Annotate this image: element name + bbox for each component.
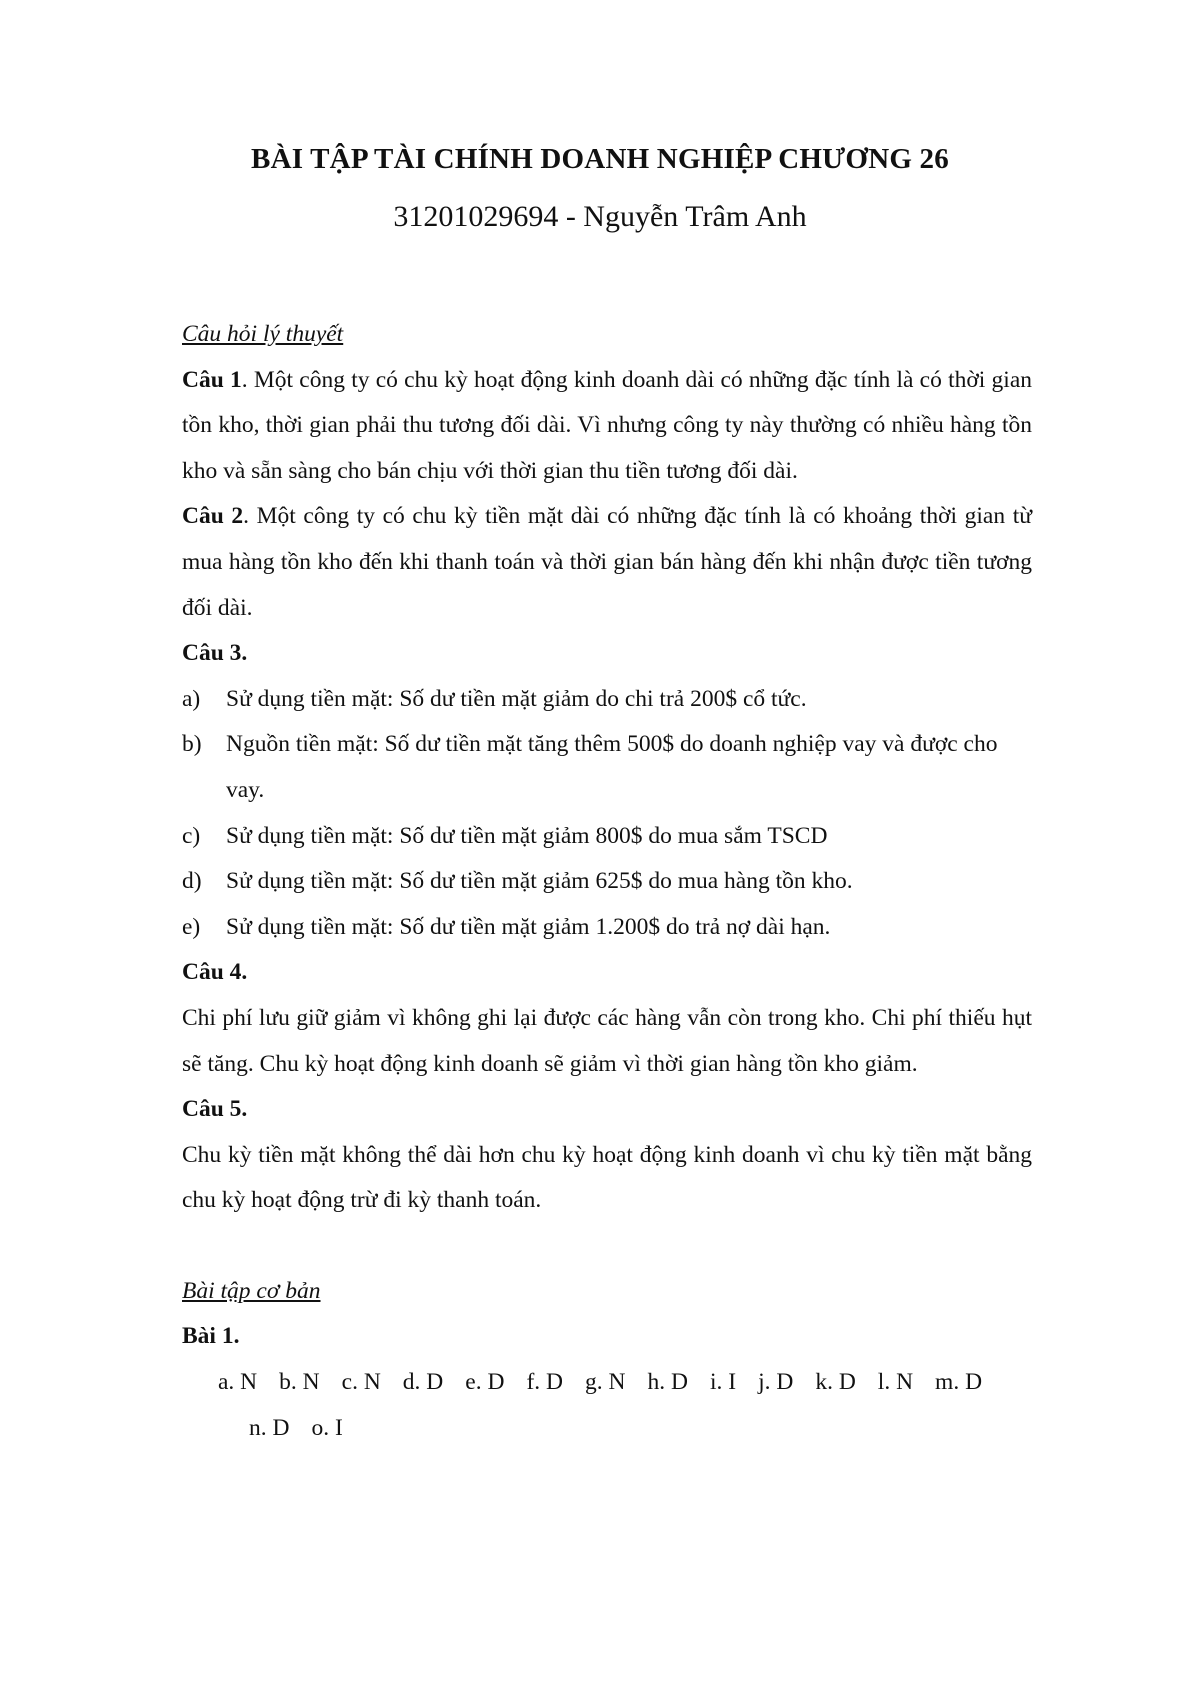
answer-item: h. D (647, 1369, 688, 1396)
question-3-label: Câu 3. (182, 640, 248, 667)
item-label: a) (182, 685, 201, 712)
answers-row (218, 1406, 1032, 1452)
item-text: Sử dụng tiền mặt: Số dư tiền mặt giảm do chi trả 200$ cổ tức. (226, 685, 807, 712)
answer-item: b. N (279, 1369, 320, 1396)
answer-item: i. I (709, 1369, 737, 1396)
question-3-item-b (182, 722, 1032, 813)
question-4-label: Câu 4. (182, 959, 248, 986)
item-label: c) (182, 822, 201, 849)
question-3-item-a (182, 677, 1032, 723)
question-5-label: Câu 5. (182, 1096, 248, 1123)
question-3-item-d (182, 859, 1032, 905)
answer-item: l. N (877, 1369, 914, 1396)
item-text: Sử dụng tiền mặt: Số dư tiền mặt giảm 800$ do mua sắm TSCD (226, 822, 828, 849)
item-label: d) (182, 868, 202, 895)
answer-item: m. D (935, 1369, 983, 1396)
answer-item: n. D (249, 1414, 290, 1441)
question-2-label: Câu 2 (182, 503, 244, 530)
question-3-item-e (182, 905, 1032, 951)
section-spacer (182, 1224, 1032, 1269)
answer-item: d. D (402, 1369, 444, 1396)
item-text: Sử dụng tiền mặt: Số dư tiền mặt giảm 1.200$ do trả nợ dài hạn. (226, 913, 831, 940)
answer-item: k. D (815, 1369, 856, 1396)
question-3-item-c (182, 814, 1032, 860)
question-1-label: Câu 1 (182, 366, 242, 393)
item-text: Sử dụng tiền mặt: Số dư tiền mặt giảm 625$ do mua hàng tồn kho. (226, 868, 853, 895)
exercise-1-answers (182, 1360, 1032, 1451)
answers-row (218, 1360, 1032, 1406)
exercise-1-label: Bài 1. (182, 1323, 240, 1350)
item-label: b) (182, 731, 202, 758)
question-1-text: . Một công ty có chu kỳ hoạt động kinh doanh dài có những đặc tính là có thời gian tồn kho, thời gian phải thu tương đối dài. Vì nhưng công ty này thường có nhiều hàng tồn kho và sẵn sàng cho bán chịu với thời gian thu tiền tương đối dài. (182, 366, 1033, 484)
answer-item: j. D (758, 1369, 794, 1396)
answer-item: c. N (341, 1369, 381, 1396)
question-2 (182, 494, 1032, 631)
question-1 (182, 358, 1032, 495)
answer-item: o. I (311, 1414, 343, 1441)
item-text: Nguồn tiền mặt: Số dư tiền mặt tăng thêm 500$ do doanh nghiệp vay và được cho vay. (226, 731, 998, 803)
question-4-text: Chi phí lưu giữ giảm vì không ghi lại được các hàng vẫn còn trong kho. Chi phí thiếu hụt sẽ tăng. Chu kỳ hoạt động kinh doanh sẽ giảm vì thời gian hàng tồn kho giảm. (182, 1004, 1032, 1077)
theory-heading: Câu hỏi lý thuyết (182, 321, 344, 347)
answer-item: f. D (526, 1369, 563, 1396)
answer-item: a. N (218, 1369, 258, 1396)
student-id-name: 31201029694 - Nguyễn Trâm Anh (393, 200, 807, 233)
question-2-text: . Một công ty có chu kỳ tiền mặt dài có những đặc tính là có khoảng thời gian từ mua hàng tồn kho đến khi thanh toán và thời gian bán hàng đến khi nhận được tiền tương đối dài. (182, 503, 1032, 621)
item-label: e) (182, 913, 201, 940)
basic-heading: Bài tập cơ bản (182, 1277, 321, 1304)
question-5-text: Chu kỳ tiền mặt không thể dài hơn chu kỳ hoạt động kinh doanh vì chu kỳ tiền mặt bằng chu kỳ hoạt động trừ đi kỳ thanh toán. (182, 1141, 1032, 1214)
answer-item: g. N (584, 1369, 626, 1396)
page-title: BÀI TẬP TÀI CHÍNH DOANH NGHIỆP CHƯƠNG 26 (251, 143, 949, 175)
answer-item: e. D (465, 1369, 505, 1396)
document-body (182, 312, 1032, 1451)
